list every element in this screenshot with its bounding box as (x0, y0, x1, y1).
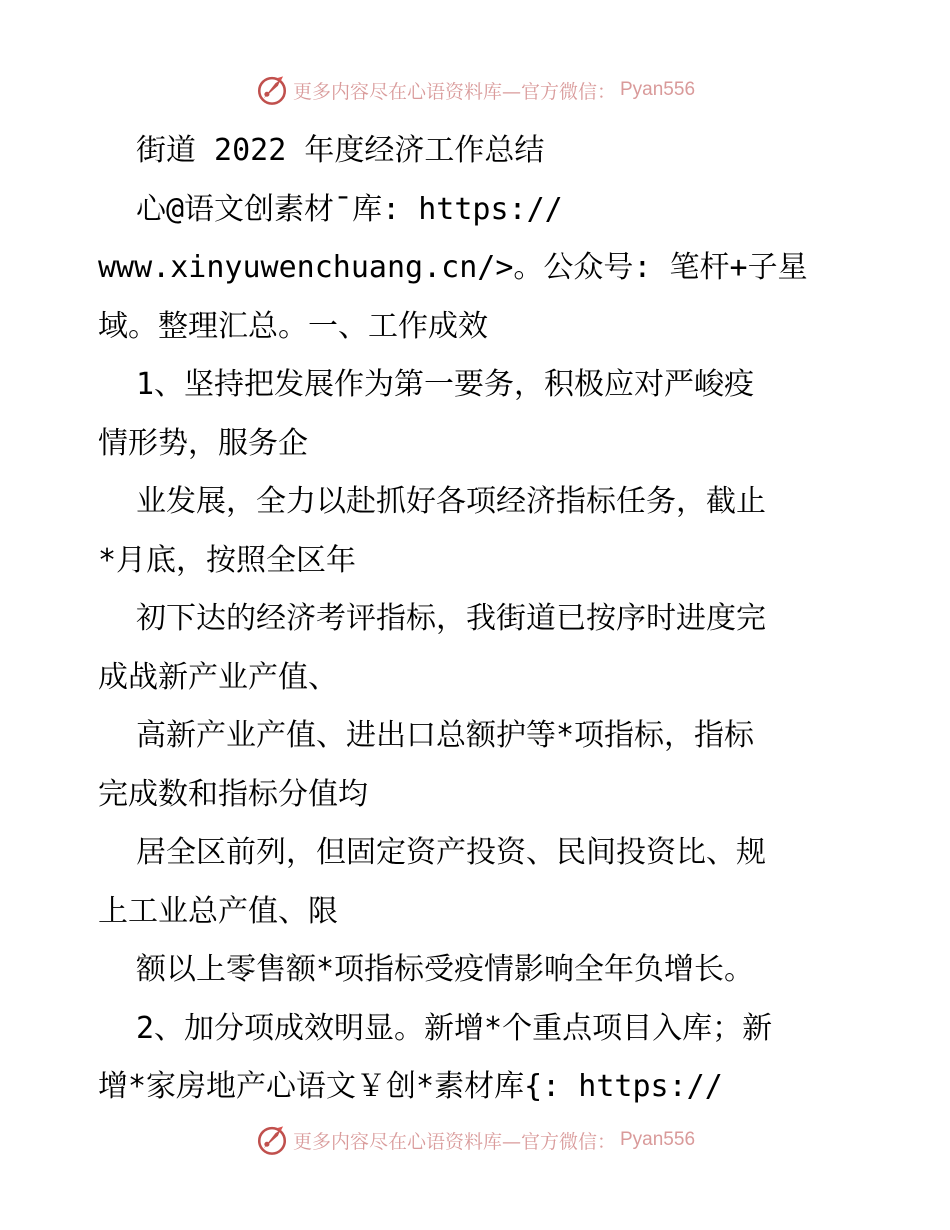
watermark-contact: Pyan556 (620, 79, 696, 100)
document-body (98, 122, 858, 1117)
paragraph-line: 域。整理汇总。一、工作成效 (98, 308, 488, 344)
paragraph-line: 初下达的经济考评指标，我街道已按序时进度完 (136, 601, 766, 636)
watermark-contact: Pyan556 (620, 1129, 696, 1150)
paragraph-line: 1、坚持把发展作为第一要务，积极应对严峻疫 (136, 367, 755, 402)
paragraph-line: 心@语文创素材¯库: https:// (136, 191, 563, 227)
quill-logo-icon (255, 73, 289, 107)
watermark-text: 更多内容尽在心语资料库—官方微信： (292, 80, 616, 103)
paragraph-line: 增*家房地产心语文￥创*素材库{: https:// (98, 1069, 723, 1104)
paragraph-line: 2、加分项成效明显。新增*个重点项目入库；新 (136, 1010, 773, 1046)
paragraph-line: 完成数和指标分值均 (98, 776, 368, 812)
document-title: 街道 2022 年度经济工作总结 (136, 133, 545, 168)
quill-logo-icon (255, 1123, 289, 1157)
paragraph-line: 居全区前列，但固定资产投资、民间投资比、规 (136, 835, 766, 870)
header-watermark (0, 70, 950, 110)
paragraph-line: 额以上零售额*项指标受疫情影响全年负增长。 (136, 952, 755, 987)
paragraph-line: *月底，按照全区年 (98, 542, 357, 578)
paragraph-line: 上工业总产值、限 (98, 893, 338, 929)
paragraph-line: www.xinyuwenchuang.cn/>。公众号: 笔杆+子星 (98, 250, 808, 285)
paragraph-line: 成战新产业产值、 (98, 659, 338, 695)
paragraph-line: 高新产业产值、进出口总额护等*项指标，指标 (136, 718, 755, 753)
footer-watermark (0, 1120, 950, 1160)
paragraph-line: 业发展，全力以赴抓好各项经济指标任务，截止 (136, 484, 766, 519)
watermark-text: 更多内容尽在心语资料库—官方微信： (292, 1130, 616, 1153)
paragraph-line: 情形势，服务企 (98, 425, 308, 461)
